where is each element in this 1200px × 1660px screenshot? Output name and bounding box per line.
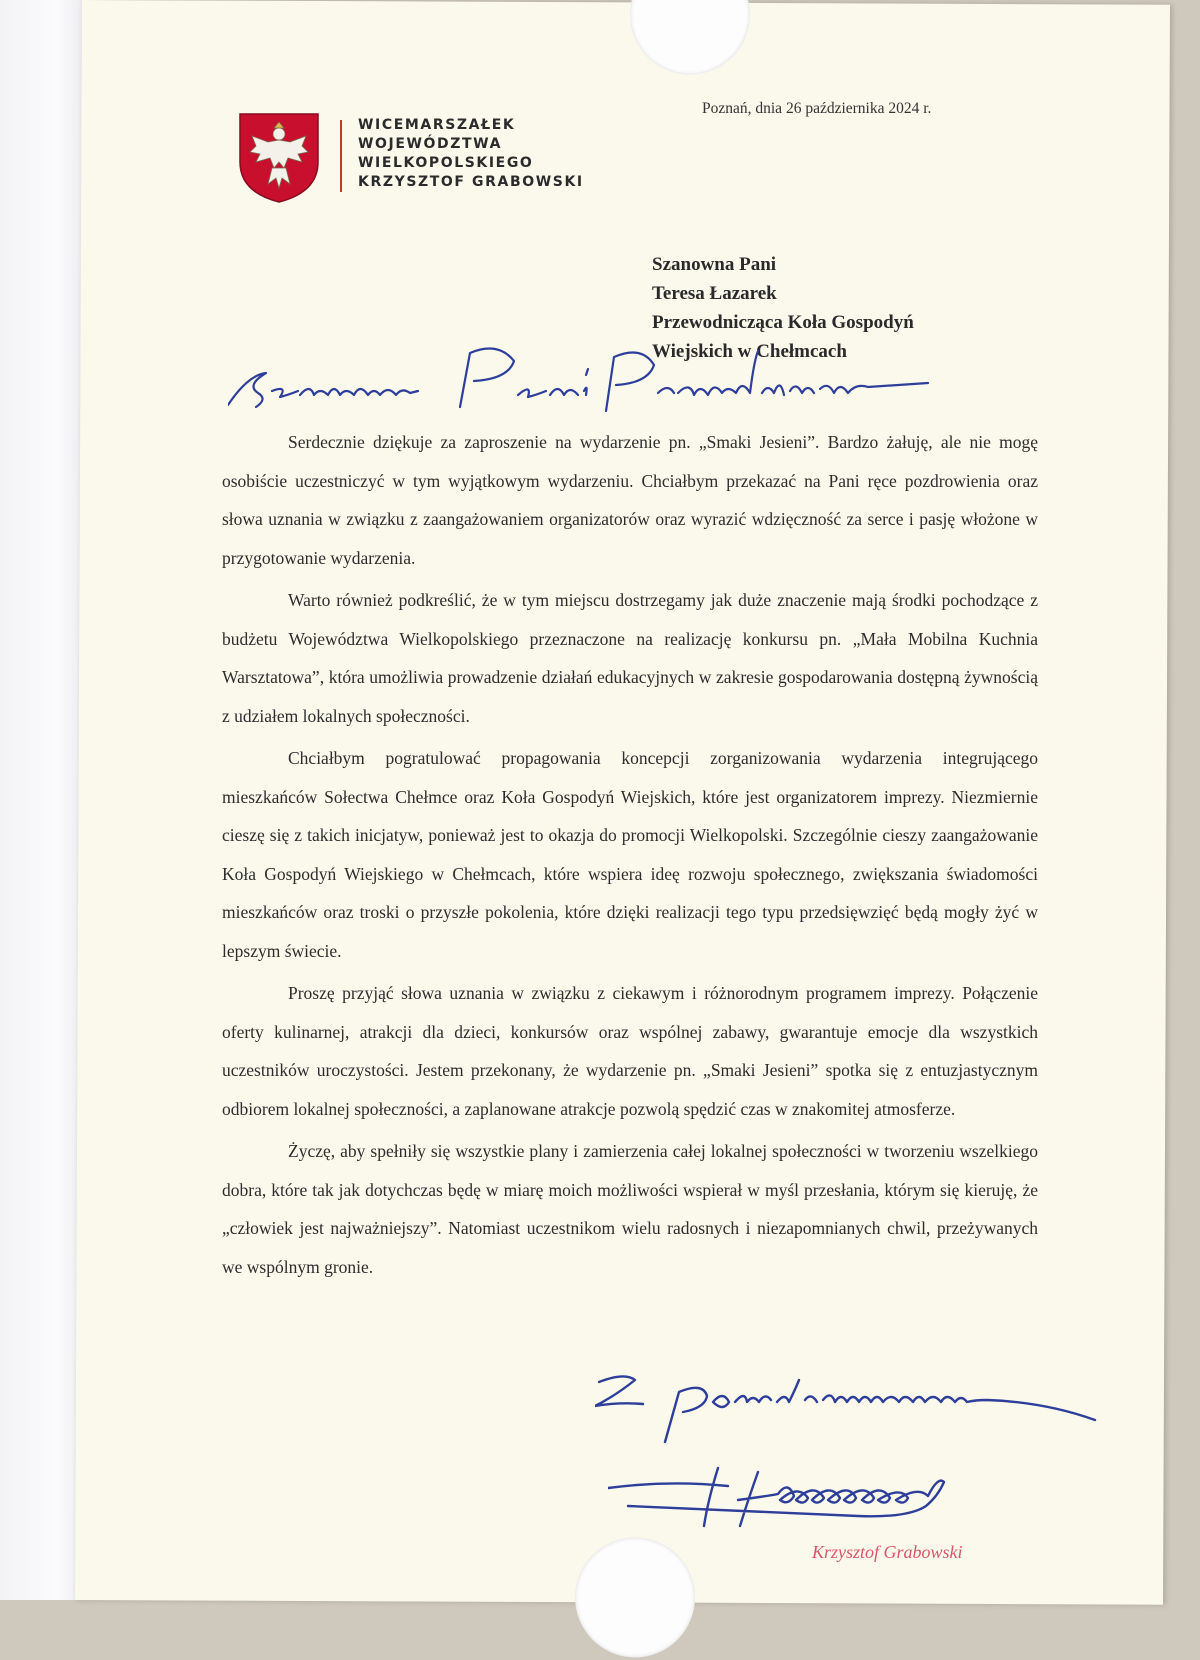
recipient-line: Szanowna Pani xyxy=(652,254,777,275)
issuer-line: WOJEWÓDZTWA xyxy=(358,136,503,152)
handwritten-closing xyxy=(595,1372,1115,1462)
issuer-line: KRZYSZTOF GRABOWSKI xyxy=(358,174,584,190)
folder-tab-bottom xyxy=(575,1537,696,1658)
body-paragraph: Proszę przyjąć słowa uznania w związku z ciekawym i różnorodnym programem imprezy. Połączenie oferty kulinarnej, atrakcji dla dzieci, konkursów oraz wspólnej zabawy, gwarantuje emocje dla wszystkich uczestników uroczystości. Jestem przekonany, że wydarzenie pn. „Smaki Jesieni” spotka się z entuzjastycznym odbiorem lokalnej społeczności, a zaplanowane atrakcje pozwolą spędzić czas w znakomitej atmosferze. xyxy=(222,983,1038,1119)
recipient-line: Przewodnicząca Koła Gospodyń xyxy=(652,312,914,333)
wielkopolska-crest-icon xyxy=(238,112,320,204)
recipient-line: Wiejskich w Chełmcach xyxy=(652,341,847,362)
issuer-line: WIELKOPOLSKIEGO xyxy=(358,155,534,171)
letter-date: Poznań, dnia 26 października 2024 r. xyxy=(702,100,932,117)
folder-tab-top xyxy=(630,0,751,75)
handwritten-signature xyxy=(608,1460,1088,1550)
body-paragraph: Chciałbym pogratulować propagowania koncepcji zorganizowania wydarzenia integrującego mieszkańców Sołectwa Chełmce oraz Koła Gospodyń Wiejskich, które jest organizatorem imprezy. Niezmiernie cieszę się z takich inicjatyw, ponieważ jest to okazja do promocji Wielkopolski. Szczególnie cieszy zaangażowanie Koła Gospodyń Wiejskiego w Chełmcach, które wspiera ideę rozwoju społecznego, zwiększania świadomości mieszkańców oraz troski o przyszłe pokolenia, które dzięki realizacji tego typu przedsięwzięć będą mogły żyć w lepszym świecie. xyxy=(222,748,1038,961)
handwritten-greeting xyxy=(228,335,988,425)
letter-body xyxy=(222,423,1038,1290)
issuer-block xyxy=(358,116,584,192)
name-stamp: Krzysztof Grabowski xyxy=(812,1542,963,1562)
issuer-line: WICEMARSZAŁEK xyxy=(358,117,516,133)
header-divider xyxy=(340,120,342,192)
body-paragraph: Życzę, aby spełniły się wszystkie plany i zamierzenia całej lokalnej społeczności w tworzeniu wszelkiego dobra, które tak jak dotychczas będę w miarę moich możliwości wspierał w myśl przesłania, którym się kieruję, że „człowiek jest najważniejszy”. Natomiast uczestnikom wielu radosnych i niezapomnianych chwil, przeżywanych we wspólnym gronie. xyxy=(222,1141,1038,1277)
recipient-line: Teresa Łazarek xyxy=(652,283,777,304)
body-paragraph: Serdecznie dziękuje za zaproszenie na wydarzenie pn. „Smaki Jesieni”. Bardzo żałuję, ale nie mogę osobiście uczestniczyć w tym wyjątkowym wydarzeniu. Chciałbym przekazać na Pani ręce pozdrowienia oraz słowa uznania w związku z zaangażowaniem organizatorów oraz wyrazić wdzięczność za serce i pasję włożone w przygotowanie wydarzenia. xyxy=(222,432,1038,568)
body-paragraph: Warto również podkreślić, że w tym miejscu dostrzegamy jak duże znaczenie mają środki pochodzące z budżetu Województwa Wielkopolskiego przeznaczone na realizację konkursu pn. „Mała Mobilna Kuchnia Warsztatowa”, która umożliwia prowadzenie działań edukacyjnych w zakresie gospodarowania dostępną żywnością z udziałem lokalnych społeczności. xyxy=(222,590,1038,726)
